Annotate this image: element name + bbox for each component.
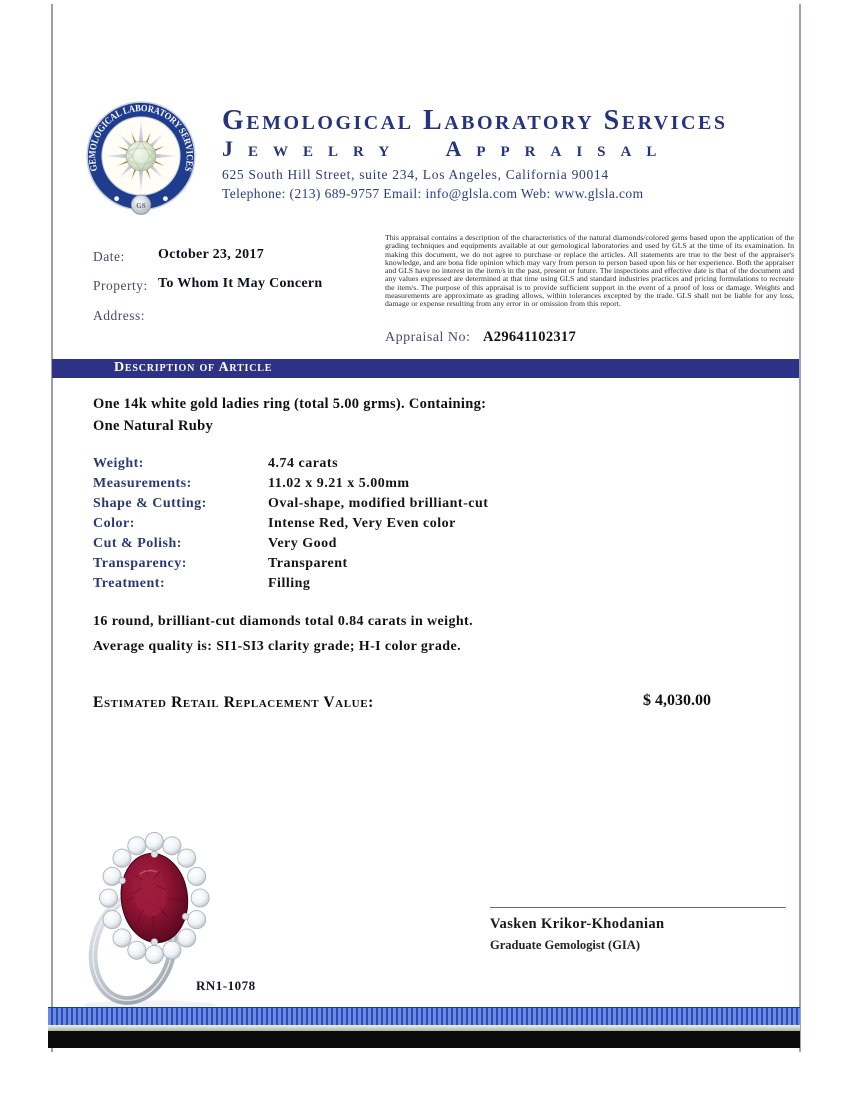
date-label: Date: [93,249,125,264]
company-address: 625 South Hill Street, suite 234, Los Angeles, California 90014 [222,167,609,183]
page-border-right [799,4,801,1052]
spec-value: 11.02 x 9.21 x 5.00mm [268,476,410,491]
gemologist-title: Graduate Gemologist (GIA) [490,938,640,952]
spec-value: 4.74 carats [268,456,339,471]
article-description-line2: One Natural Ruby [93,418,214,434]
spec-label: Shape & Cutting: [93,496,207,511]
center-diamond-icon [126,141,155,170]
letterhead [222,106,797,202]
gemologist-name: Vasken Krikor-Khodanian [490,916,665,932]
seal-dot-left [114,196,119,201]
spec-row [93,554,653,574]
appraisal-no-label: Appraisal No: [385,330,471,345]
svg-text:GS: GS [136,201,146,210]
document-type-title: Jewelry Appraisal [222,136,672,162]
spec-row [93,454,653,474]
spec-row [93,494,653,514]
bottom-border-blue-ribbed [48,1007,800,1025]
ring-model-number: RN1-1078 [196,978,256,993]
property-label: Property: [93,278,148,293]
diamonds-note-line2: Average quality is: SI1-SI3 clarity grade; H-I color grade. [93,639,461,654]
spec-label: Transparency: [93,556,187,571]
spec-row [93,574,653,594]
spec-label: Weight: [93,456,144,471]
company-name: Gemological Laboratory Services [222,105,728,136]
spec-row [93,534,653,554]
diamonds-note-line1: 16 round, brilliant-cut diamonds total 0.84 carats in weight. [93,614,473,629]
spec-row [93,474,653,494]
spec-value: Intense Red, Very Even color [268,516,456,531]
spec-row [93,514,653,534]
section-title: Description of Article [114,360,273,375]
seal-graphic [78,93,204,219]
company-contact: Telephone: (213) 689-9757 Email: info@glsla.com Web: www.glsla.com [222,186,644,202]
description-of-article-bar [52,359,799,378]
spec-value: Oval-shape, modified brilliant-cut [268,496,489,511]
signature-line [490,907,786,908]
article-description-line1: One 14k white gold ladies ring (total 5.00 grms). Containing: [93,396,487,412]
spec-value: Very Good [268,536,337,551]
gs-badge [131,195,150,214]
property-value: To Whom It May Concern [158,276,323,291]
spec-label: Treatment: [93,576,166,591]
seal-ring-text: GEMOLOGICAL LABORATORY SERVICES [87,103,195,174]
spec-label: Measurements: [93,476,192,491]
appraisal-no-value: A29641102317 [483,329,577,345]
spec-value: Transparent [268,556,348,571]
spec-value: Filling [268,576,311,591]
page-border-left [51,4,53,1052]
replacement-value-label: Estimated Retail Replacement Value: [93,694,374,711]
company-seal-logo [78,93,204,219]
address-label: Address: [93,308,145,323]
seal-dot-right [163,196,168,201]
spec-label: Cut & Polish: [93,536,182,551]
spec-label: Color: [93,516,135,531]
date-value: October 23, 2017 [158,247,265,262]
bottom-border-black [48,1031,800,1048]
replacement-value-amount: $ 4,030.00 [643,692,711,709]
disclaimer-text: This appraisal contains a description of the characteristics of the natural diamonds/colored gems based upon the application of the grading techniques and equipments available at our gemological laboratories and used by GLS at the time of its examination. In making this document, we do not agree to purchase or replace the articles. All statements are true to the best of the appraiser's knowledge, and are bona fide opinion which may vary from person to person based upon his or her experience. Both the appraiser and GLS have no interest in the item/s in the past, present or future. The inspections and effective date is that of the document and any values expressed are determined at that time using GLS and standard industries practices and pricing formulations to recreate the item/s. The purpose of this appraisal is to provide sufficient support in the event of a proof of loss or damage. Weights and measurements are approximate as grading allows, within tolerances excepted by the trade. GLS shall not be liable for any loss, damage or expense resulting from any error in or omission from this report. [385,233,794,309]
